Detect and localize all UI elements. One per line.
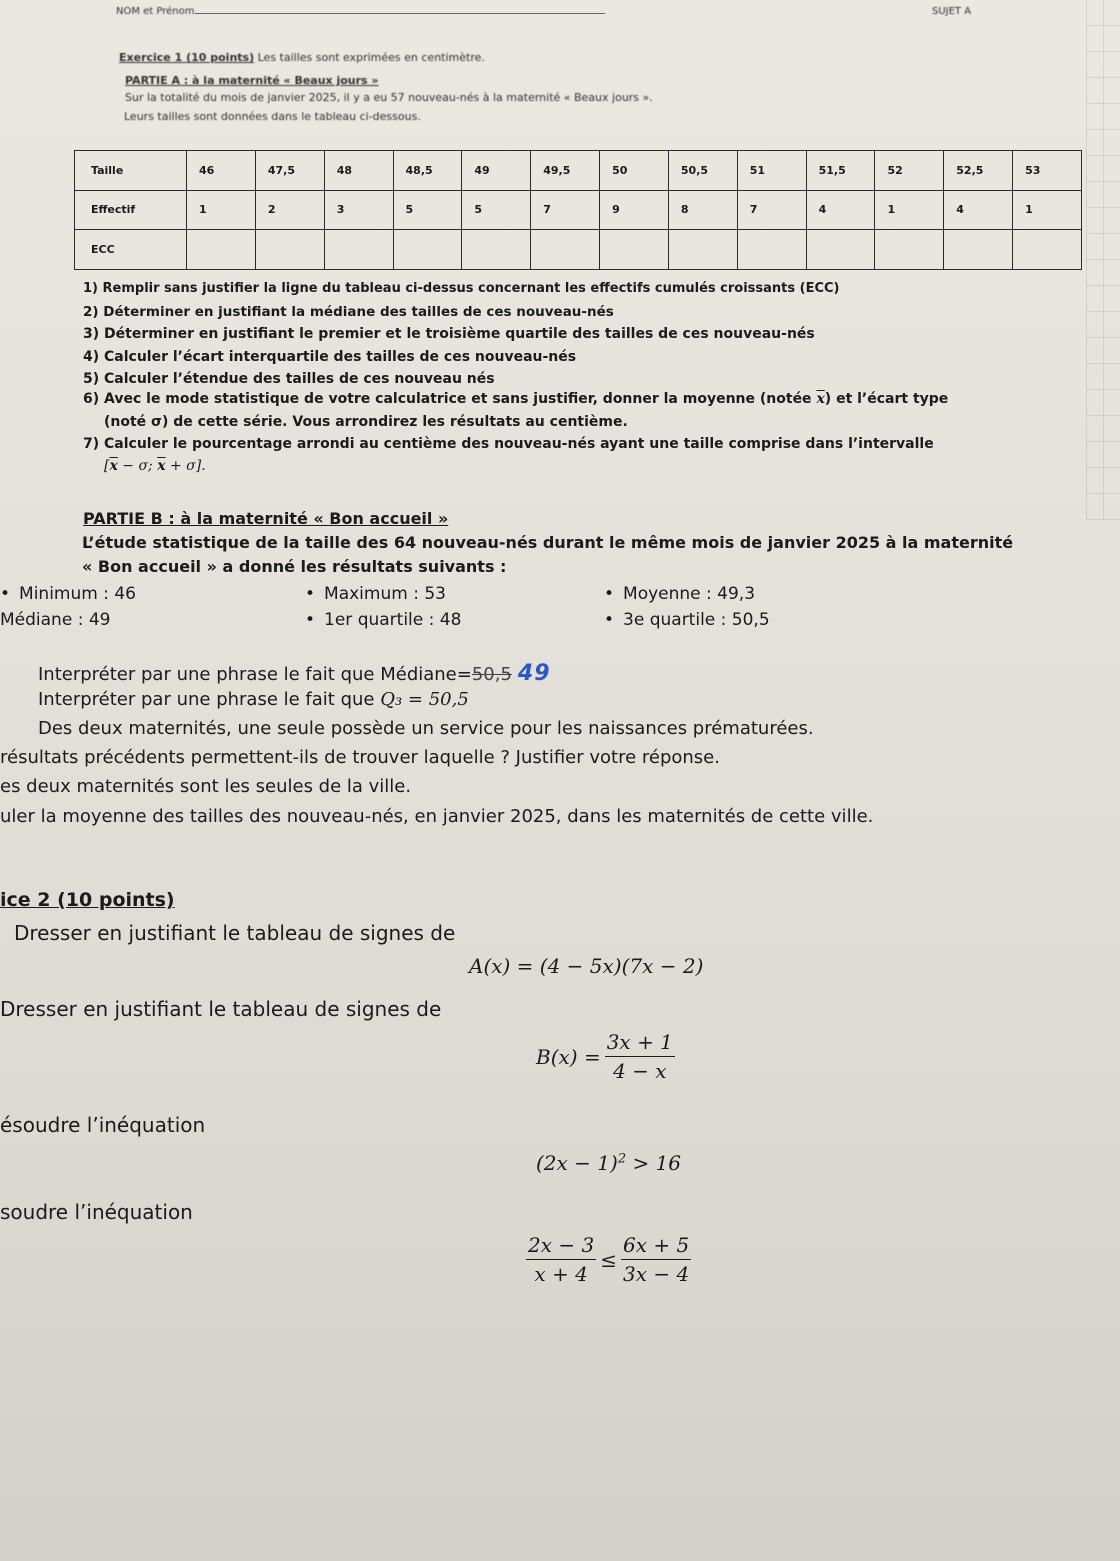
table-cell: 2 <box>255 190 324 230</box>
interpret-q3-text: Interpréter par une phrase le fait que <box>38 689 381 710</box>
stat-maximum: • Maximum : 53 <box>305 584 446 604</box>
name-line <box>195 13 605 14</box>
question-5: 5) Calculer l’étendue des tailles de ces nouveau nés <box>83 371 495 387</box>
interval-mid: − σ; <box>117 458 158 474</box>
question-6-line2: (noté σ) de cette série. Vous arrondirez les résultats au centième. <box>104 414 628 430</box>
ecc-cell[interactable] <box>187 230 256 270</box>
ecc-cell[interactable] <box>393 230 462 270</box>
question-moyenne-ville: uler la moyenne des tailles des nouveau-nés, en janvier 2025, dans les maternités de cette ville. <box>0 806 874 827</box>
table-cell: 1 <box>875 190 944 230</box>
exercise2-title: ice 2 (10 points) <box>0 889 175 911</box>
question-6 <box>83 391 948 407</box>
table-cell: 50 <box>600 151 669 191</box>
interpret-median <box>38 661 551 686</box>
partB-title: PARTIE B : à la maternité « Bon accueil » <box>83 509 449 528</box>
table-cell: 52 <box>875 151 944 191</box>
stat-moyenne: • Moyenne : 49,3 <box>604 584 755 604</box>
question-2: 2) Déterminer en justifiant la médiane des tailles de ces nouveau-nés <box>83 304 614 320</box>
table-cell: 8 <box>668 190 737 230</box>
ecc-cell[interactable] <box>462 230 531 270</box>
question-7: 7) Calculer le pourcentage arrondi au centième des nouveau-nés ayant une taille comprise dans l’intervalle <box>83 436 934 452</box>
formula-A: A(x) = (4 − 5x)(7x − 2) <box>469 954 704 978</box>
ecc-cell[interactable] <box>806 230 875 270</box>
stat-q3: • 3e quartile : 50,5 <box>604 610 770 630</box>
question-6-text: 6) Avec le mode statistique de votre calculatrice et sans justifier, donner la moyenne (notée <box>83 391 812 407</box>
table-cell: 3 <box>324 190 393 230</box>
table-cell: 51 <box>737 151 806 191</box>
interval-close: + σ]. <box>165 458 206 474</box>
ecc-cell[interactable] <box>324 230 393 270</box>
formula-B-fraction <box>605 1030 675 1083</box>
question-1: 1) Remplir sans justifier la ligne du tableau ci-dessus concernant les effectifs cumulés croissants (ECC) <box>83 281 840 296</box>
table-cell: 4 <box>806 190 875 230</box>
ecc-cell[interactable] <box>944 230 1013 270</box>
fraction-numerator: 6x + 5 <box>621 1233 691 1260</box>
ex2-task3: ésoudre l’inéquation <box>0 1113 206 1137</box>
table-cell: 48 <box>324 151 393 191</box>
partB-line1: L’étude statistique de la taille des 64 nouveau-nés durant le même mois de janvier 2025 à la maternité <box>82 533 1014 552</box>
formula-C-exponent: 2 <box>617 1151 627 1167</box>
table-cell: 1 <box>1013 190 1082 230</box>
table-cell: 5 <box>393 190 462 230</box>
fraction-denominator: 3x − 4 <box>622 1262 690 1286</box>
table-cell: 7 <box>737 190 806 230</box>
ecc-cell[interactable] <box>668 230 737 270</box>
question-4: 4) Calculer l’écart interquartile des tailles de ces nouveau-nés <box>83 349 577 365</box>
table-cell: 49,5 <box>531 151 600 191</box>
question-premature-2: résultats précédents permettent-ils de trouver laquelle ? Justifier votre réponse. <box>0 747 720 768</box>
graph-paper-edge <box>1086 0 1120 520</box>
q3-formula: Q₃ = 50,5 <box>380 689 469 710</box>
table-cell: 52,5 <box>944 151 1013 191</box>
struck-value: 50,5 <box>471 664 512 685</box>
formula-B-lhs: B(x) = <box>536 1044 601 1069</box>
table-cell: 46 <box>187 151 256 191</box>
question-3: 3) Déterminer en justifiant le premier et le troisième quartile des tailles de ces nouveau-nés <box>83 326 815 342</box>
stat-q1: • 1er quartile : 48 <box>305 610 461 630</box>
formula-B <box>536 1030 675 1083</box>
stat-mediane: Médiane : 49 <box>0 610 111 630</box>
table-cell: 7 <box>531 190 600 230</box>
formula-D-right-fraction <box>621 1233 691 1286</box>
row-label-effectif: Effectif <box>75 190 187 230</box>
fraction-numerator: 2x − 3 <box>526 1233 596 1260</box>
formula-C-base: (2x − 1) <box>536 1151 618 1175</box>
ecc-cell[interactable] <box>737 230 806 270</box>
ex2-task2: Dresser en justifiant le tableau de signes de <box>0 997 442 1021</box>
exercise1-intro: Les tailles sont exprimées en centimètre. <box>257 51 485 64</box>
subject-label: SUJET A <box>932 6 972 17</box>
fraction-denominator: x + 4 <box>534 1262 588 1286</box>
ecc-cell[interactable] <box>1013 230 1082 270</box>
table-cell: 5 <box>462 190 531 230</box>
question-premature: Des deux maternités, une seule possède un service pour les naissances prématurées. <box>38 718 814 739</box>
partA-line2: Leurs tailles sont données dans le tableau ci-dessous. <box>124 110 421 123</box>
mean-symbol: $\overline{x}$ <box>816 391 825 407</box>
formula-D-operator: ≤ <box>600 1247 617 1272</box>
mean-symbol: $\overline{x}$ <box>109 458 118 474</box>
interpret-median-text: Interpréter par une phrase le fait que Médiane= <box>38 664 472 685</box>
formula-D-left-fraction <box>526 1233 596 1286</box>
table-cell: 53 <box>1013 151 1082 191</box>
formula-C-rhs: > 16 <box>626 1151 682 1175</box>
ecc-cell[interactable] <box>600 230 669 270</box>
ex2-task4: soudre l’inéquation <box>0 1200 193 1224</box>
mean-symbol: $\overline{x}$ <box>157 458 166 474</box>
table-cell: 50,5 <box>668 151 737 191</box>
partB-line2: « Bon accueil » a donné les résultats suivants : <box>82 557 507 576</box>
question-ville: es deux maternités sont les seules de la ville. <box>0 776 412 797</box>
question-7-interval <box>104 458 206 474</box>
row-label-ecc: ECC <box>75 230 187 270</box>
ex2-task1: Dresser en justifiant le tableau de signes de <box>14 921 456 945</box>
handwritten-correction: 49 <box>517 661 551 686</box>
fraction-denominator: 4 − x <box>613 1059 667 1083</box>
formula-D <box>526 1233 691 1286</box>
table-cell: 48,5 <box>393 151 462 191</box>
table-cell: 47,5 <box>255 151 324 191</box>
fraction-numerator: 3x + 1 <box>605 1030 675 1057</box>
ecc-cell[interactable] <box>531 230 600 270</box>
exercise1-title <box>119 51 485 64</box>
table-cell: 9 <box>600 190 669 230</box>
stat-minimum: • Minimum : 46 <box>0 584 136 604</box>
ecc-cell[interactable] <box>255 230 324 270</box>
table-cell: 4 <box>944 190 1013 230</box>
question-6-text-end: ) et l’écart type <box>824 391 949 407</box>
table-row-effectif <box>75 190 1082 230</box>
table-cell: 1 <box>187 190 256 230</box>
formula-C <box>536 1151 681 1175</box>
ecc-cell[interactable] <box>875 230 944 270</box>
table-row-ecc <box>75 230 1082 270</box>
partA-title: PARTIE A : à la maternité « Beaux jours » <box>125 74 379 87</box>
interval-open: [ <box>104 458 110 474</box>
table-row-taille <box>75 151 1082 191</box>
interpret-q3 <box>38 689 469 710</box>
name-label: NOM et Prénom <box>116 6 195 17</box>
table-cell: 51,5 <box>806 151 875 191</box>
row-label-taille: Taille <box>75 151 187 191</box>
table-cell: 49 <box>462 151 531 191</box>
partA-line1: Sur la totalité du mois de janvier 2025, il y a eu 57 nouveau-nés à la maternité « Beaux jours ». <box>125 91 653 104</box>
sizes-table <box>74 150 1082 270</box>
exercise1-heading: Exercice 1 (10 points) <box>119 51 255 64</box>
